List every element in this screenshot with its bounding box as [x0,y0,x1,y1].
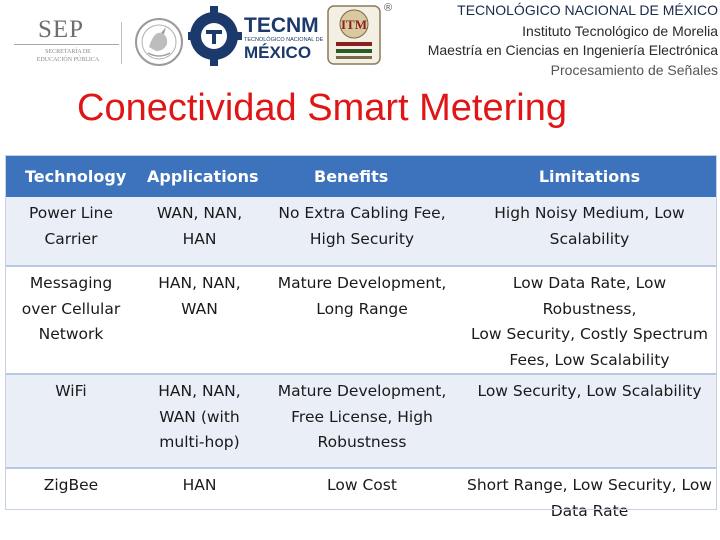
sep-logo-subtitle: SECRETARÍA DE EDUCACIÓN PÚBLICA [36,49,100,63]
technology-cell [5,468,137,531]
cell-text: Low Cost [327,476,397,494]
column-header-technology: Technology [5,155,137,197]
cell-text: Mature Development, Long Range [277,274,447,318]
cell-text: Messaging over Cellular Network [21,274,121,343]
column-header-limitations: Limitations [462,155,717,197]
sep-logo-rule [14,44,119,45]
technology-cell [5,197,137,266]
applications-cell [137,197,262,266]
cell-text: ZigBee [43,476,99,494]
column-header-benefits: Benefits [262,155,462,197]
cell-text: Low Data Rate, Low Robustness, Low Security, Costly Spectrum Fees, Low Scalability [471,274,708,369]
tecnm-gear-icon [188,6,242,66]
program-name: Maestría en Ciencias en Ingeniería Electrónica [427,42,718,58]
benefits-cell [262,197,462,266]
comparison-table [5,155,717,520]
logo-divider [121,22,122,64]
cell-text: No Extra Cabling Fee, High Security [278,204,446,248]
technology-cell [5,374,137,468]
limitations-cell [462,374,717,468]
sep-logo-title: SEP [38,16,85,43]
cell-text: High Noisy Medium, Low Scalability [494,204,685,248]
cell-text: HAN [182,476,217,494]
institution-name: TECNOLÓGICO NACIONAL DE MÉXICO [457,2,718,18]
course-name: Procesamiento de Señales [550,62,718,78]
slide-title: Conectividad Smart Metering [77,87,567,129]
applications-cell [137,266,262,374]
benefits-cell [262,468,462,531]
cell-text: HAN, NAN, WAN (with multi-hop) [158,382,241,451]
benefits-cell [262,374,462,468]
itm-logo [322,0,386,70]
tecnm-logo-title: TECNM [244,14,319,37]
tecnm-logo-country: MÉXICO [244,43,312,62]
itm-logo-text: ITM [341,17,367,32]
cell-text: HAN, NAN, WAN [158,274,241,318]
cell-text: Short Range, Low Security, Low Data Rate [467,476,712,520]
table-row [5,374,717,468]
cell-text: Power Line Carrier [28,204,114,248]
registered-mark: ® [384,2,393,14]
cell-text: WiFi [55,382,87,400]
benefits-cell [262,266,462,374]
table-header-row [5,155,717,197]
cell-text: WAN, NAN, HAN [156,204,243,248]
table-row [5,468,717,531]
limitations-cell [462,468,717,531]
applications-cell [137,468,262,531]
cell-text: Low Security, Low Scalability [477,382,702,400]
column-header-applications: Applications [137,155,262,197]
tecnm-logo [188,2,324,72]
mexico-coat-of-arms-icon [134,13,184,71]
sep-logo [14,16,114,68]
table-row [5,197,717,266]
applications-cell [137,374,262,468]
cell-text: Mature Development, Free License, High Robustness [277,382,447,451]
technology-cell [5,266,137,374]
tecnm-logo-subtitle: TECNOLÓGICO NACIONAL DE [244,37,324,43]
limitations-cell [462,266,717,374]
table-row [5,266,717,374]
limitations-cell [462,197,717,266]
institute-name: Instituto Tecnológico de Morelia [522,23,718,39]
